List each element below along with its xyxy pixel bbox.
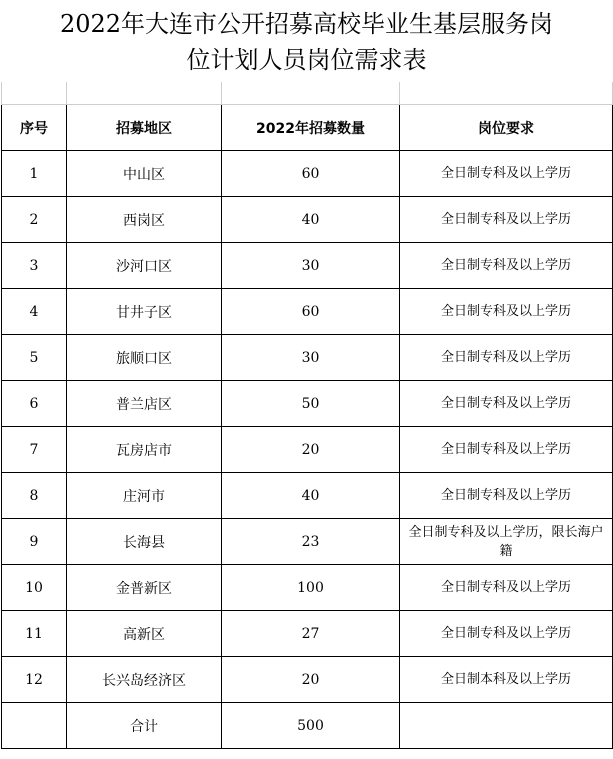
header-region: 招募地区: [67, 105, 222, 151]
table-row: [2, 565, 613, 611]
row-region: 沙河口区: [67, 243, 222, 289]
row-region: 高新区: [67, 611, 222, 657]
spacer-row: [2, 82, 613, 105]
row-requirement: 全日制专科及以上学历: [400, 243, 613, 289]
row-region: 长海县: [67, 519, 222, 565]
header-index: 序号: [2, 105, 67, 151]
row-region: 瓦房店市: [67, 427, 222, 473]
document-title: [0, 0, 613, 80]
row-index: 4: [2, 289, 67, 335]
table-row: [2, 289, 613, 335]
table-body: [2, 151, 613, 703]
header-count: 2022年招募数量: [222, 105, 400, 151]
table-row: [2, 335, 613, 381]
row-index: 10: [2, 565, 67, 611]
table-row: [2, 473, 613, 519]
row-region: 中山区: [67, 151, 222, 197]
row-index: 12: [2, 657, 67, 703]
row-index: 7: [2, 427, 67, 473]
row-region: 甘井子区: [67, 289, 222, 335]
title-line-1: 2022年大连市公开招募高校毕业生基层服务岗: [59, 10, 554, 38]
row-requirement: 全日制专科及以上学历: [400, 611, 613, 657]
row-index: 5: [2, 335, 67, 381]
spacer-cell: [222, 82, 400, 105]
table-row: [2, 427, 613, 473]
table-row: [2, 381, 613, 427]
position-demand-table: [1, 82, 613, 749]
row-region: 长兴岛经济区: [67, 657, 222, 703]
spacer-cell: [400, 82, 613, 105]
row-index: 8: [2, 473, 67, 519]
row-index: 1: [2, 151, 67, 197]
row-count: 23: [222, 519, 400, 565]
table-row: [2, 197, 613, 243]
total-index-cell: [2, 703, 67, 749]
row-index: 2: [2, 197, 67, 243]
total-count: 500: [222, 703, 400, 749]
table-row: [2, 243, 613, 289]
header-requirement: 岗位要求: [400, 105, 613, 151]
spacer-cell: [67, 82, 222, 105]
table-row: [2, 611, 613, 657]
row-requirement: 全日制专科及以上学历: [400, 289, 613, 335]
row-index: 9: [2, 519, 67, 565]
row-index: 3: [2, 243, 67, 289]
row-requirement: 全日制本科及以上学历: [400, 657, 613, 703]
row-count: 40: [222, 473, 400, 519]
row-count: 30: [222, 335, 400, 381]
table-row: [2, 151, 613, 197]
row-count: 100: [222, 565, 400, 611]
row-count: 60: [222, 151, 400, 197]
row-region: 旅顺口区: [67, 335, 222, 381]
row-index: 11: [2, 611, 67, 657]
row-count: 20: [222, 427, 400, 473]
row-count: 27: [222, 611, 400, 657]
row-index: 6: [2, 381, 67, 427]
row-requirement: 全日制专科及以上学历: [400, 335, 613, 381]
row-requirement: 全日制专科及以上学历: [400, 473, 613, 519]
row-region: 普兰店区: [67, 381, 222, 427]
total-requirement-cell: [400, 703, 613, 749]
row-region: 庄河市: [67, 473, 222, 519]
table-row: [2, 657, 613, 703]
spacer-cell: [2, 82, 67, 105]
table-row: [2, 519, 613, 565]
row-count: 20: [222, 657, 400, 703]
row-region: 西岗区: [67, 197, 222, 243]
row-requirement: 全日制专科及以上学历: [400, 381, 613, 427]
row-count: 60: [222, 289, 400, 335]
row-count: 40: [222, 197, 400, 243]
row-requirement: 全日制专科及以上学历: [400, 197, 613, 243]
title-line-2: 位计划人员岗位需求表: [186, 46, 427, 74]
row-count: 50: [222, 381, 400, 427]
row-requirement: 全日制专科及以上学历: [400, 565, 613, 611]
row-requirement: 全日制专科及以上学历: [400, 151, 613, 197]
row-count: 30: [222, 243, 400, 289]
row-requirement: 全日制专科及以上学历，限长海户籍: [400, 519, 613, 565]
total-row: [2, 703, 613, 749]
row-region: 金普新区: [67, 565, 222, 611]
total-label: 合计: [67, 703, 222, 749]
row-requirement: 全日制专科及以上学历: [400, 427, 613, 473]
table-header-row: [2, 105, 613, 151]
